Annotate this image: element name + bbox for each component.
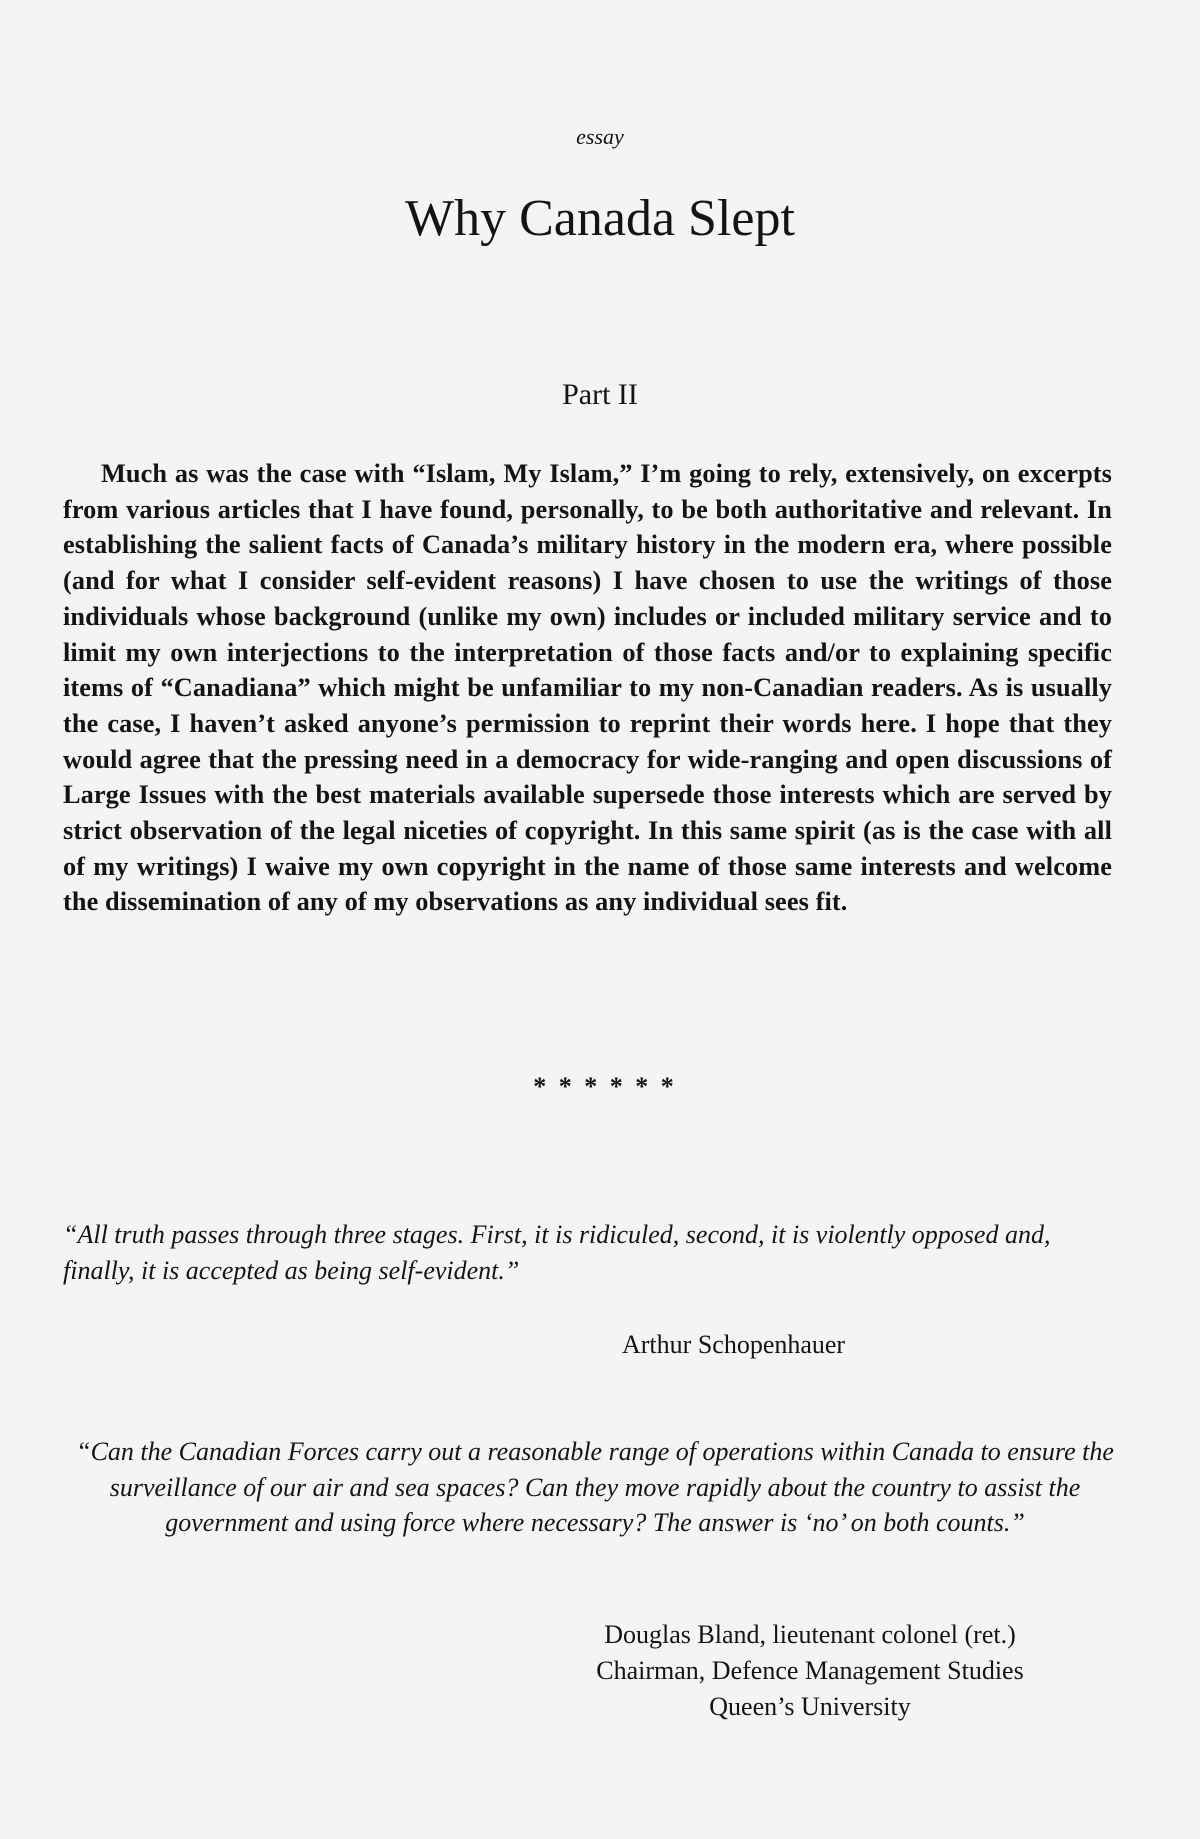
- section-kicker: essay: [576, 124, 624, 149]
- part-heading: Part II: [562, 378, 638, 411]
- epigraph-quote-schopenhauer: “All truth passes through three stages. First, it is ridiculed, second, it is violently opposed and, finally, it is accepted as being self-evident.”: [63, 1220, 1051, 1285]
- attribution-institution-line: Queen’s University: [709, 1692, 911, 1721]
- section-separator: * * * * * *: [533, 1072, 677, 1101]
- attribution-title-line: Chairman, Defence Management Studies: [596, 1656, 1024, 1685]
- essay-title: Why Canada Slept: [405, 190, 795, 247]
- body-paragraph: Much as was the case with “Islam, My Islam,” I’m going to rely, extensively, on excerpts from various articles that I have found, personally, to be both authoritative and relevant. In establishing the salient facts of Canada’s military history in the modern era, where possible (and for what I consider self-evident reasons) I have chosen to use the writings of those individuals whose background (unlike my own) includes or included military service and to limit my own interjections to the interpretation of those facts and/or to explaining specific items of “Canadiana” which might be unfamiliar to my non-Canadian readers. As is usually the case, I haven’t asked anyone’s permission to reprint their words here. I hope that they would agree that the pressing need in a democracy for wide-ranging and open discussions of Large Issues with the best materials available supersede those interests which are served by strict observation of the legal niceties of copyright. In this same spirit (as is the case with all of my writings) I waive my own copyright in the name of those same interests and welcome the dissemination of any of my observations as any individual sees fit.: [63, 459, 1112, 917]
- epigraph-quote-bland: “Can the Canadian Forces carry out a reasonable range of operations within Canada to ensure the surveillance of our air and sea spaces? Can they move rapidly about the country to assist the government and using force where necessary? The answer is ‘no’ on both counts.”: [76, 1437, 1114, 1537]
- attribution-name-line: Douglas Bland, lieutenant colonel (ret.): [604, 1620, 1016, 1649]
- epigraph-attribution-bland: [560, 1617, 1060, 1725]
- epigraph-attribution-schopenhauer: Arthur Schopenhauer: [622, 1330, 846, 1359]
